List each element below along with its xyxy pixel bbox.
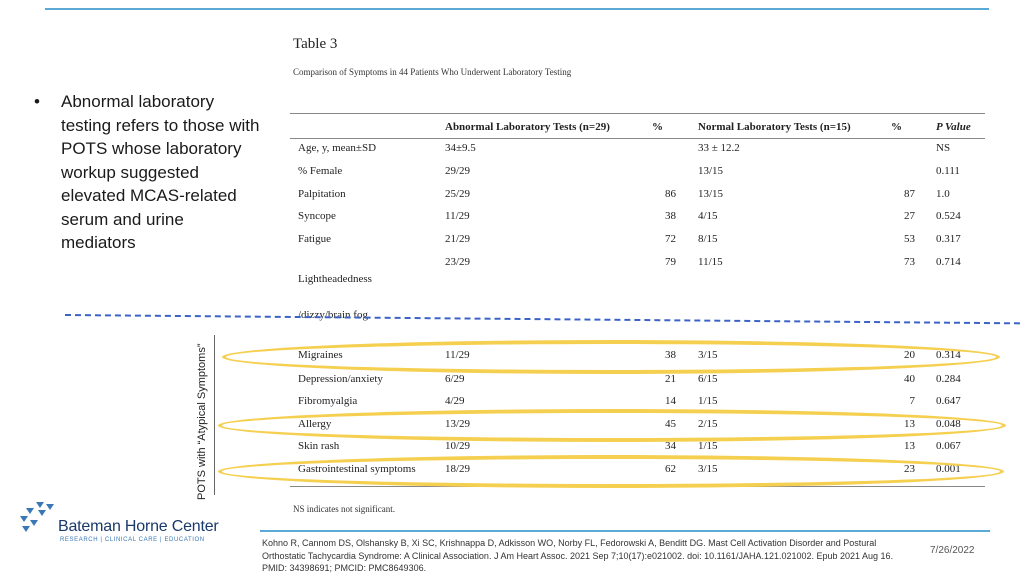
table-cell-abn: 13/29 (445, 418, 471, 430)
table-cell-label: Fatigue (298, 233, 331, 245)
header-pct-abnormal: % (652, 121, 663, 133)
table-cell-abn-pct: 34 (665, 440, 676, 452)
table-cell-label: Allergy (298, 418, 332, 430)
table-cell-norm: 3/15 (698, 463, 718, 475)
table-footnote: NS indicates not significant. (293, 504, 395, 514)
table-cell-abn-pct: 38 (665, 210, 676, 222)
table-cell-abn: 10/29 (445, 440, 471, 452)
table-cell-norm-pct: 13 (904, 418, 915, 430)
table-cell-norm-pct: 13 (904, 440, 915, 452)
table-cell-norm: 1/15 (698, 440, 718, 452)
table-cell-norm: 13/15 (698, 165, 724, 177)
table-title: Table 3 (293, 36, 338, 52)
table-cell-norm: 2/15 (698, 418, 718, 430)
table-cell-abn-pct: 45 (665, 418, 676, 430)
table-header-rule (290, 138, 985, 139)
table-cell-p: 0.001 (936, 463, 961, 475)
table-cell-norm-pct: 7 (909, 395, 915, 407)
table-cell-abn-pct: 14 (665, 395, 676, 407)
table-cell-norm-pct: 23 (904, 463, 915, 475)
table-cell-norm-pct: 27 (904, 210, 915, 222)
table-cell-p: 1.0 (936, 188, 950, 200)
table-cell-p: 0.111 (936, 165, 960, 177)
table-cell-norm: 11/15 (698, 256, 723, 268)
table-cell-label: Skin rash (298, 440, 340, 452)
table-cell-norm: 33 ± 12.2 (698, 142, 740, 154)
citation: Kohno R, Cannom DS, Olshansky B, Xi SC, Krishnappa D, Adkisson WO, Norby FL, Fedorowski A, Benditt DG. Mast Cell Activation Disorder and Postural Orthostatic Tachycardia Syndrome: A Clinical Association. J Am Heart Assoc. 2021 Sep 7;10(17):e021002. doi: 10.1161/JAHA.121.021002. Epub 2021 Aug 16. PMID: 34398691; PMCID: PMC8649306. (262, 538, 894, 573)
table-cell-norm-pct: 73 (904, 256, 915, 268)
side-label: POTS with “Atypical Symptoms” (196, 343, 208, 500)
highlight-migraines (222, 340, 1000, 374)
table-cell-p: NS (936, 142, 951, 154)
table-cell-p: 0.067 (936, 440, 961, 452)
logo-name: Bateman Horne Center (58, 518, 219, 535)
table-cell-norm-pct: 20 (904, 349, 915, 361)
highlight-gastrointestinal (218, 455, 1004, 488)
table-cell-abn-pct: 72 (665, 233, 676, 245)
table-cell-label: Gastrointestinal symptoms (298, 463, 416, 475)
table-cell-label: Syncope (298, 210, 336, 222)
table-cell-label: Lightheadedness (298, 273, 372, 285)
table-cell-abn: 21/29 (445, 233, 471, 245)
slide-date: 7/26/2022 (930, 545, 975, 556)
top-rule (45, 8, 989, 10)
table-cell-abn: 34±9.5 (445, 142, 476, 154)
table-cell-p: 0.284 (936, 373, 961, 385)
header-pvalue: P Value (936, 121, 971, 133)
table-cell-abn: 23/29 (445, 256, 471, 268)
table-cell-label: Fibromyalgia (298, 395, 358, 407)
highlight-allergy (218, 409, 1006, 442)
table-cell-p: 0.714 (936, 256, 961, 268)
bottom-rule (260, 530, 990, 532)
table-cell-p: 0.317 (936, 233, 961, 245)
table-cell-norm-pct: 53 (904, 233, 915, 245)
table-cell-abn-pct: 21 (665, 373, 676, 385)
table-cell-abn: 29/29 (445, 165, 471, 177)
logo-tagline: RESEARCH | CLINICAL CARE | EDUCATION (60, 537, 205, 543)
table-cell-norm: 13/15 (698, 188, 724, 200)
table-cell-abn-pct: 38 (665, 349, 676, 361)
section-divider (65, 314, 1020, 324)
table-cell-norm-pct: 40 (904, 373, 915, 385)
table-cell-label: Age, y, mean±SD (298, 142, 377, 154)
table-cell-label: % Female (298, 165, 343, 177)
bullet-text: Abnormal laboratory testing refers to those with POTS whose laboratory workup suggested elevated MCAS-related serum and urine mediators (61, 92, 260, 252)
header-abnormal: Abnormal Laboratory Tests (n=29) (445, 121, 610, 133)
table-cell-p: 0.524 (936, 210, 961, 222)
table-cell-norm: 3/15 (698, 349, 718, 361)
table-cell-abn-pct: 62 (665, 463, 676, 475)
table-cell-norm: 4/15 (698, 210, 718, 222)
table-cell-p: 0.048 (936, 418, 961, 430)
table-cell-label: /dizzy/brain fog (298, 309, 368, 321)
table-cell-label: Palpitation (298, 188, 346, 200)
header-normal: Normal Laboratory Tests (n=15) (698, 121, 851, 133)
table-cell-abn-pct: 79 (665, 256, 676, 268)
table-cell-abn: 4/29 (445, 395, 465, 407)
table-cell-abn-pct: 86 (665, 188, 676, 200)
table-cell-norm: 6/15 (698, 373, 718, 385)
table-cell-norm: 8/15 (698, 233, 718, 245)
table-cell-label: Migraines (298, 349, 343, 361)
table-subtitle: Comparison of Symptoms in 44 Patients Who Underwent Laboratory Testing (293, 67, 572, 77)
table-cell-p: 0.314 (936, 349, 961, 361)
table-cell-abn: 6/29 (445, 373, 465, 385)
table-cell-abn: 11/29 (445, 349, 470, 361)
table-cell-p: 0.647 (936, 395, 961, 407)
header-pct-normal: % (891, 121, 902, 133)
table-cell-abn: 11/29 (445, 210, 470, 222)
table-cell-norm: 1/15 (698, 395, 718, 407)
bracket-line (214, 335, 215, 495)
table-cell-abn: 25/29 (445, 188, 471, 200)
table-cell-norm-pct: 87 (904, 188, 915, 200)
table-cell-label: Depression/anxiety (298, 373, 383, 385)
table-cell-abn: 18/29 (445, 463, 471, 475)
table-top-rule (290, 113, 985, 114)
logo-mark-icon (18, 500, 63, 536)
bullet-dot: • (34, 92, 40, 111)
